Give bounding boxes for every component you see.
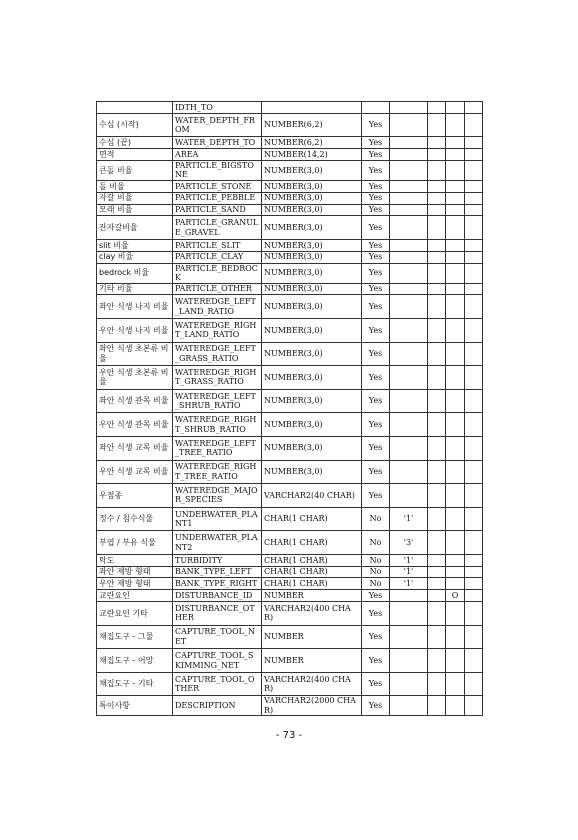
table-row [97,625,483,649]
flag-cell [446,484,465,508]
data-type-cell: NUMBER(3,0) [262,318,362,342]
flag-cell [446,602,465,626]
flag-cell [446,192,465,204]
nullable-cell: Yes [362,436,390,460]
flag-cell [465,507,483,531]
column-name-cell: WATEREDGE_RIGHT_SHRUB_RATIO [173,413,262,437]
data-type-cell: NUMBER(3,0) [262,295,362,319]
data-type-cell: NUMBER(6,2) [262,137,362,149]
data-type-cell: CHAR(1 CHAR) [262,507,362,531]
korean-name-cell: 우안 식생 초본류 비율 [97,366,173,390]
flag-cell [446,137,465,149]
flag-cell [465,251,483,263]
default-value-cell [390,696,428,716]
nullable-cell: Yes [362,460,390,484]
flag-cell [428,602,446,626]
data-type-cell: NUMBER(3,0) [262,263,362,283]
data-type-cell: NUMBER(3,0) [262,283,362,295]
flag-cell [465,295,483,319]
column-name-cell: WATEREDGE_LEFT_LAND_RATIO [173,295,262,319]
korean-name-cell: 수심 (끝) [97,137,173,149]
nullable-cell: Yes [362,342,390,366]
korean-name-cell: 자갈 비율 [97,192,173,204]
flag-cell [446,436,465,460]
table-row [97,602,483,626]
flag-cell [465,531,483,555]
flag-cell [428,578,446,590]
column-name-cell: TURBIDITY [173,554,262,566]
default-value-cell [390,460,428,484]
korean-name-cell: 큰돌 비율 [97,160,173,180]
flag-cell [446,102,465,114]
column-name-cell: BANK_TYPE_RIGHT [173,578,262,590]
table-row [97,436,483,460]
flag-cell [446,204,465,216]
default-value-cell [390,239,428,251]
column-name-cell: WATEREDGE_LEFT_GRASS_RATIO [173,342,262,366]
flag-cell [465,672,483,696]
flag-cell [446,216,465,240]
column-name-cell: IDTH_TO [173,102,262,114]
data-type-cell: VARCHAR2(400 CHAR) [262,602,362,626]
column-name-cell: BANK_TYPE_LEFT [173,566,262,578]
flag-cell [428,204,446,216]
column-name-cell: PARTICLE_GRANULE_GRAVEL [173,216,262,240]
data-type-cell: CHAR(1 CHAR) [262,578,362,590]
flag-cell [446,566,465,578]
nullable-cell: Yes [362,590,390,602]
nullable-cell: Yes [362,263,390,283]
column-name-cell: WATEREDGE_LEFT_TREE_RATIO [173,436,262,460]
table-row [97,578,483,590]
nullable-cell: Yes [362,366,390,390]
nullable-cell: No [362,554,390,566]
nullable-cell: Yes [362,625,390,649]
data-type-cell: VARCHAR2(2000 CHAR) [262,696,362,716]
default-value-cell [390,137,428,149]
data-type-cell: NUMBER [262,625,362,649]
korean-name-cell: 우안 식생 관목 비율 [97,413,173,437]
flag-cell [428,590,446,602]
flag-cell [465,413,483,437]
column-name-cell: PARTICLE_SLIT [173,239,262,251]
default-value-cell: '1' [390,507,428,531]
default-value-cell [390,318,428,342]
table-row [97,649,483,673]
default-value-cell: '1' [390,554,428,566]
table-row [97,342,483,366]
flag-cell [428,366,446,390]
flag-cell [465,239,483,251]
flag-cell [428,239,446,251]
default-value-cell: '1' [390,578,428,590]
column-name-cell: PARTICLE_BIGSTONE [173,160,262,180]
flag-cell [465,283,483,295]
flag-cell [428,460,446,484]
flag-cell [446,554,465,566]
column-name-cell: UNDERWATER_PLANT1 [173,507,262,531]
korean-name-cell: 교란요인 [97,590,173,602]
nullable-cell: Yes [362,239,390,251]
column-name-cell: CAPTURE_TOOL_SKIMMING_NET [173,649,262,673]
flag-cell [428,137,446,149]
flag-cell [446,318,465,342]
flag-cell [446,239,465,251]
nullable-cell: Yes [362,137,390,149]
table-row [97,137,483,149]
korean-name-cell: 부엽 / 부유 식물 [97,531,173,555]
flag-cell [446,113,465,137]
korean-name-cell: 교란요인 기타 [97,602,173,626]
nullable-cell: Yes [362,649,390,673]
flag-cell [428,263,446,283]
korean-name-cell: slit 비율 [97,239,173,251]
table-row [97,672,483,696]
flag-cell [465,590,483,602]
flag-cell [428,160,446,180]
table-row [97,507,483,531]
data-type-cell: NUMBER [262,590,362,602]
flag-cell [465,204,483,216]
table-row [97,590,483,602]
flag-cell [465,342,483,366]
flag-cell [446,649,465,673]
column-name-cell: WATER_DEPTH_FROM [173,113,262,137]
korean-name-cell: 돌 비율 [97,180,173,192]
korean-name-cell: 우안 제방 형태 [97,578,173,590]
default-value-cell [390,649,428,673]
korean-name-cell: 잔자갈비율 [97,216,173,240]
table-row [97,460,483,484]
column-name-cell: CAPTURE_TOOL_OTHER [173,672,262,696]
data-type-cell: NUMBER(3,0) [262,342,362,366]
flag-cell [465,389,483,413]
column-name-cell: PARTICLE_PEBBLE [173,192,262,204]
table-row [97,180,483,192]
data-type-cell: NUMBER(3,0) [262,366,362,390]
flag-cell [428,649,446,673]
nullable-cell: Yes [362,192,390,204]
korean-name-cell: 좌안 식생 관목 비율 [97,389,173,413]
column-name-cell: DISTURBANCE_OTHER [173,602,262,626]
flag-cell [428,413,446,437]
korean-name-cell [97,102,173,114]
flag-cell [428,113,446,137]
nullable-cell: Yes [362,149,390,161]
flag-cell [428,216,446,240]
default-value-cell: '1' [390,566,428,578]
nullable-cell: Yes [362,113,390,137]
nullable-cell: No [362,566,390,578]
default-value-cell [390,342,428,366]
flag-cell [446,578,465,590]
korean-name-cell: 탁도 [97,554,173,566]
default-value-cell [390,484,428,508]
flag-cell [465,554,483,566]
flag-cell [446,342,465,366]
flag-cell: O [446,590,465,602]
default-value-cell [390,590,428,602]
flag-cell [446,295,465,319]
data-type-cell: NUMBER(3,0) [262,192,362,204]
table-row [97,413,483,437]
default-value-cell [390,436,428,460]
column-name-cell: WATEREDGE_LEFT_SHRUB_RATIO [173,389,262,413]
flag-cell [446,696,465,716]
nullable-cell: Yes [362,318,390,342]
default-value-cell [390,251,428,263]
data-type-cell: NUMBER(6,2) [262,113,362,137]
flag-cell [465,649,483,673]
column-name-cell: DESCRIPTION [173,696,262,716]
flag-cell [428,507,446,531]
table-row [97,263,483,283]
data-type-cell: CHAR(1 CHAR) [262,566,362,578]
korean-name-cell: 좌안 식생 교목 비율 [97,436,173,460]
data-type-cell: NUMBER(3,0) [262,436,362,460]
data-type-cell: NUMBER(3,0) [262,204,362,216]
flag-cell [446,389,465,413]
column-name-cell: WATEREDGE_MAJOR_SPECIES [173,484,262,508]
flag-cell [428,283,446,295]
data-type-cell: CHAR(1 CHAR) [262,531,362,555]
table-row [97,566,483,578]
table-row [97,389,483,413]
nullable-cell: No [362,578,390,590]
default-value-cell [390,283,428,295]
column-name-cell: CAPTURE_TOOL_NET [173,625,262,649]
korean-name-cell: 채집도구 - 그물 [97,625,173,649]
table-row [97,318,483,342]
column-name-cell: PARTICLE_OTHER [173,283,262,295]
flag-cell [428,484,446,508]
table-row [97,295,483,319]
nullable-cell: Yes [362,602,390,626]
flag-cell [428,672,446,696]
flag-cell [465,160,483,180]
nullable-cell: Yes [362,180,390,192]
flag-cell [446,625,465,649]
flag-cell [446,413,465,437]
flag-cell [428,696,446,716]
table-row [97,239,483,251]
data-type-cell: NUMBER(3,0) [262,460,362,484]
default-value-cell [390,149,428,161]
flag-cell [446,507,465,531]
data-type-cell: NUMBER [262,649,362,673]
flag-cell [446,263,465,283]
flag-cell [446,160,465,180]
korean-name-cell: 우점종 [97,484,173,508]
table-row [97,484,483,508]
data-type-cell: VARCHAR2(40 CHAR) [262,484,362,508]
flag-cell [428,180,446,192]
default-value-cell [390,389,428,413]
table-row [97,160,483,180]
data-type-cell: NUMBER(3,0) [262,389,362,413]
data-type-cell: CHAR(1 CHAR) [262,554,362,566]
flag-cell [465,180,483,192]
flag-cell [446,366,465,390]
nullable-cell: Yes [362,413,390,437]
table-row [97,216,483,240]
flag-cell [428,342,446,366]
data-type-cell: NUMBER(3,0) [262,251,362,263]
page-number: - 73 - [275,730,303,741]
flag-cell [428,436,446,460]
korean-name-cell: 채집도구 - 기타 [97,672,173,696]
default-value-cell [390,672,428,696]
nullable-cell: Yes [362,216,390,240]
flag-cell [465,566,483,578]
korean-name-cell: 면적 [97,149,173,161]
flag-cell [428,251,446,263]
flag-cell [465,460,483,484]
korean-name-cell: clay 비율 [97,251,173,263]
flag-cell [428,531,446,555]
flag-cell [465,113,483,137]
nullable-cell: Yes [362,251,390,263]
column-name-cell: PARTICLE_SAND [173,204,262,216]
flag-cell [465,263,483,283]
column-name-cell: UNDERWATER_PLANT2 [173,531,262,555]
nullable-cell: Yes [362,204,390,216]
flag-cell [446,149,465,161]
korean-name-cell: 좌안 제방 형태 [97,566,173,578]
nullable-cell: Yes [362,389,390,413]
korean-name-cell: 정수 / 침수식물 [97,507,173,531]
column-name-cell: AREA [173,149,262,161]
flag-cell [465,578,483,590]
korean-name-cell: 기타 비율 [97,283,173,295]
flag-cell [465,602,483,626]
korean-name-cell: 좌안 식생 초본류 비율 [97,342,173,366]
nullable-cell: No [362,507,390,531]
data-type-cell [262,102,362,114]
korean-name-cell: 모래 비율 [97,204,173,216]
table-row [97,149,483,161]
data-type-cell: NUMBER(14,2) [262,149,362,161]
default-value-cell [390,625,428,649]
korean-name-cell: 우안 식생 나지 비율 [97,318,173,342]
korean-name-cell: 특이사항 [97,696,173,716]
flag-cell [446,180,465,192]
flag-cell [465,137,483,149]
column-name-cell: WATEREDGE_RIGHT_LAND_RATIO [173,318,262,342]
data-type-cell: NUMBER(3,0) [262,180,362,192]
default-value-cell [390,180,428,192]
flag-cell [465,192,483,204]
column-name-cell: WATER_DEPTH_TO [173,137,262,149]
flag-cell [446,672,465,696]
flag-cell [465,318,483,342]
column-name-cell: PARTICLE_BEDROCK [173,263,262,283]
table-row [97,531,483,555]
flag-cell [465,436,483,460]
column-name-cell: PARTICLE_CLAY [173,251,262,263]
flag-cell [428,102,446,114]
korean-name-cell: 수심 (시작) [97,113,173,137]
flag-cell [446,460,465,484]
default-value-cell [390,602,428,626]
nullable-cell: Yes [362,295,390,319]
data-type-cell: NUMBER(3,0) [262,239,362,251]
default-value-cell [390,113,428,137]
data-type-cell: NUMBER(3,0) [262,413,362,437]
table-row [97,113,483,137]
nullable-cell: Yes [362,672,390,696]
table-row [97,554,483,566]
table-row [97,251,483,263]
nullable-cell: Yes [362,696,390,716]
table-row [97,192,483,204]
default-value-cell [390,413,428,437]
flag-cell [428,295,446,319]
flag-cell [446,251,465,263]
flag-cell [465,102,483,114]
default-value-cell [390,295,428,319]
korean-name-cell: 우안 식생 교목 비율 [97,460,173,484]
nullable-cell: No [362,531,390,555]
flag-cell [465,484,483,508]
column-name-cell: WATEREDGE_RIGHT_GRASS_RATIO [173,366,262,390]
default-value-cell [390,160,428,180]
flag-cell [446,283,465,295]
default-value-cell [390,192,428,204]
flag-cell [428,192,446,204]
flag-cell [428,389,446,413]
flag-cell [465,625,483,649]
column-name-cell: WATEREDGE_RIGHT_TREE_RATIO [173,460,262,484]
nullable-cell: Yes [362,484,390,508]
table-row [97,102,483,114]
flag-cell [465,696,483,716]
data-type-cell: NUMBER(3,0) [262,216,362,240]
default-value-cell [390,263,428,283]
flag-cell [428,566,446,578]
table-row [97,366,483,390]
korean-name-cell: bedrock 비율 [97,263,173,283]
default-value-cell [390,102,428,114]
nullable-cell: Yes [362,160,390,180]
flag-cell [446,531,465,555]
flag-cell [428,625,446,649]
table-row [97,283,483,295]
default-value-cell: '3' [390,531,428,555]
table-row [97,696,483,716]
flag-cell [465,216,483,240]
flag-cell [465,149,483,161]
korean-name-cell: 채집도구 - 어망 [97,649,173,673]
schema-table [96,101,483,716]
column-name-cell: PARTICLE_STONE [173,180,262,192]
nullable-cell [362,102,390,114]
data-type-cell: VARCHAR2(400 CHAR) [262,672,362,696]
default-value-cell [390,366,428,390]
flag-cell [465,366,483,390]
table-row [97,204,483,216]
default-value-cell [390,216,428,240]
korean-name-cell: 좌안 식생 나지 비율 [97,295,173,319]
flag-cell [428,149,446,161]
data-type-cell: NUMBER(3,0) [262,160,362,180]
flag-cell [428,554,446,566]
column-name-cell: DISTURBANCE_ID [173,590,262,602]
default-value-cell [390,204,428,216]
nullable-cell: Yes [362,283,390,295]
flag-cell [428,318,446,342]
